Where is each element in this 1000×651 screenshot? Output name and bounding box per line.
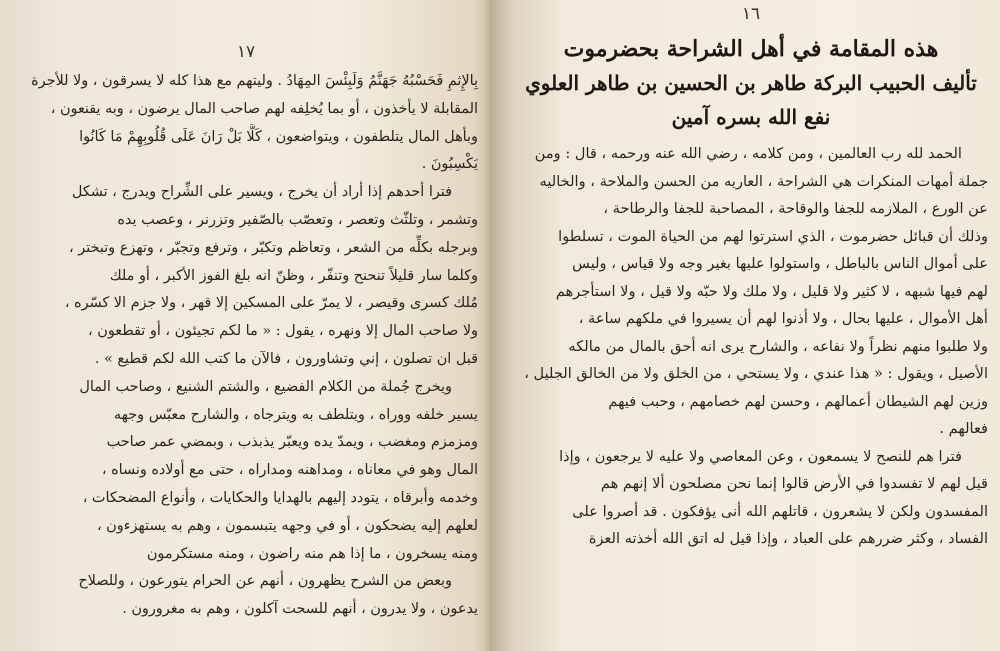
text-line: فعالهم .: [939, 420, 988, 437]
text-line: لعلهم إليه يضحكون ، أو في وجهه يتبسمون ، وهم به يستهزءون ،: [96, 517, 478, 534]
title-line: تأليف الحبيب البركة طاهر بن الحسين بن طاهر العلوي: [525, 71, 977, 95]
page-title: [514, 32, 988, 134]
text-line: ولا صاحب المال إلا ونهره ، يقول : « ما لكم تجيئون ، أو تقطعون ،: [88, 323, 478, 340]
text-line: المال وهو في معاناه ، ومداهنه ومداراه ، حتى مع أولاده ونساه ،: [101, 462, 478, 479]
text-line: قبل ان تصلون ، إني وتشاورون ، فالآن ما كتب الله لكم قطيع » .: [94, 350, 478, 367]
text-line: المفسدون ولكن لا يشعرون ، قاتلهم الله أنى يؤفكون . قد أصروا على: [572, 502, 988, 520]
text-line: وبأهل المال يتلطفون ، ويتواضعون ، كَلَّا بَلْ رَانَ عَلَى قُلُوبِهِمْ مَا كَانُوا: [79, 128, 478, 145]
left-page: [0, 0, 492, 651]
title-line: هذه المقامة في أهل الشراحة بحضرموت: [563, 36, 939, 62]
title-line: نفع الله بسره آمين: [671, 105, 831, 129]
text-line: الحمد لله رب العالمين ، ومن كلامه ، رضي الله عنه ورحمه ، قال : ومن: [534, 145, 962, 162]
right-page: [492, 0, 1000, 651]
text-line: وبعض من الشرح يظهرون ، أنهم عن الحرام يتورعون ، وللصلاح: [78, 573, 452, 590]
text-line: فترا هم للنصح لا يسمعون ، وعن المعاصي ولا عليه لا يرجعون ، وإذا: [559, 447, 962, 465]
text-line: المقابلة لا يأخذون ، أو بما يُخلِفه لهم صاحب المال يرضون ، وبه يقنعون ،: [50, 100, 478, 117]
text-line: الفساد ، وكثر ضررهم على العباد ، وإذا قيل له اتق الله أخذته العزة: [588, 530, 988, 547]
right-page-number: ١٦: [741, 4, 761, 24]
text-line: أهل الأموال ، عليها بحال ، ولا أذنوا لهم أن يسيروا في ملكهم ساعة ،: [578, 310, 988, 327]
text-line: عن الورع ، الملازمه للجفا والوقاحة ، المصاحبة للجفا والرطاحة ،: [603, 200, 988, 217]
text-line: ولا طلبوا منهم نظراً ولا نفاعه ، والشارح يرى انه أحق بالمال من مالكه: [568, 337, 988, 355]
text-line: ومنه يسخرون ، ما إذا هم منه راضون ، ومنه مستكرمون: [146, 545, 478, 562]
text-line: جملة أمهات المنكرات هي الشراحة ، العاريه من الحسن والملاحة ، والخاليه: [539, 172, 988, 190]
text-line: مُلك كسرى وقيصر ، لا يمرّ على المسكين إلا قهر ، ولا جزم الا كسّره ،: [64, 295, 478, 312]
text-line: يدعون ، ولا يدرون ، أنهم للسحت آكلون ، وهم به مغرورون .: [122, 601, 478, 618]
text-line: وتشمر ، وتلثّث وتعصر ، وتعصّب بالصّفير وتزرنر ، وعصب يده: [117, 211, 478, 228]
right-page-body: [514, 140, 988, 553]
text-line: ويخرج جُملة من الكلام الفضيع ، والشتم الشنيع ، وصاحب المال: [79, 378, 452, 395]
text-line: بِالإِثمِ فَحَسْبُهُ جَهَنَّمُ وَلَبِئْسَ المِهَادُ . وليتهم مع هذا كله لا يسرقون ، ولا للأجرة: [31, 73, 478, 89]
text-line: وزين لهم الشيطان أعمالهم ، وحسن لهم خصامهم ، وحبب فيهم: [608, 392, 988, 410]
text-line: وذلك أن قبائل حضرموت ، الذي استرتوا لهم من الحياة الموت ، تسلطوا: [558, 227, 988, 245]
left-page-number: ١٧: [236, 42, 256, 62]
text-line: وكلما سار قليلاً تنحنح وتنفّر ، وظنّ انه بلغ الفوز الأكبر ، أو ملك: [109, 267, 478, 284]
text-line: ومزمزم ومغضب ، ويمدّ يده ويعبّر يذبذب ، وبمضي عمر صاحب: [106, 434, 478, 451]
text-line: يَكْسِبُونَ .: [421, 156, 478, 173]
text-line: وخدمه وأبرقاه ، يتودد إليهم بالهدايا والحكايات ، وأنواع المضحكات ،: [82, 489, 478, 506]
text-line: على أموال الناس بالباطل ، واستولوا عليها بغير وجه ولا قياس ، وليس: [572, 255, 988, 272]
left-page-body: [10, 68, 478, 624]
text-line: يسير خلفه ووراه ، ويتلطف به ويترجاه ، والشارح معبّس وجهه: [113, 406, 478, 423]
text-line: لهم فيها شبهه ، لا كثير ولا قليل ، ولا ملك ولا حبّه ولا قيل ، ولا استأجرهم: [555, 282, 988, 300]
text-line: وبرجله بكلِّه من الشعر ، وتعاظم وتكبّر ، وترفع وتجبّر ، وتهزع وتبختر ،: [69, 239, 478, 256]
text-line: فترا أحدهم إذا أراد أن يخرج ، ويسير على الشِّراح ويدرج ، تشكل: [71, 184, 452, 201]
text-line: الأصيل ، ويقول : « هذا عندي ، ولا يستحي ، من الخلق ولا من الخالق الجليل ،: [524, 365, 988, 382]
text-line: قيل لهم لا تفسدوا في الأرض قالوا إنما نحن مصلحون ألا إنهم هم: [600, 475, 988, 492]
